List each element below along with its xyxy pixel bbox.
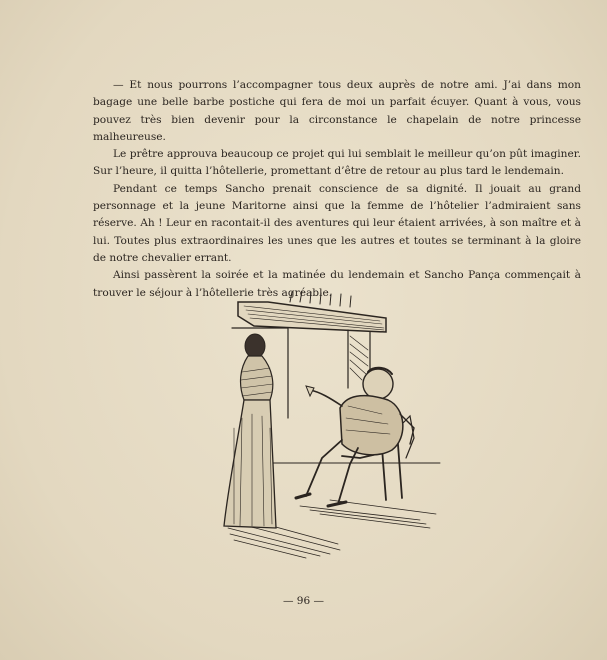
sancho-illustration <box>210 288 442 560</box>
paragraph-3: Pendant ce temps Sancho prenait conscience de sa dignité. Il jouait au grand personnage et la jeune Maritorne ainsi que la femme de l’hôtelier l’admiraient sans réserve. Ah ! Leur en racontait-il des aventures qui leur étaient arrivées, à son maître et à lui. Toutes plus extraordinaires les unes que les autres et toutes se terminant à la gloire de notre chevalier errant. <box>93 182 581 264</box>
woman-figure <box>224 334 276 528</box>
page-number: — 96 — <box>282 595 325 607</box>
sancho-figure <box>296 368 414 506</box>
body-text <box>93 77 581 302</box>
paragraph-4: Ainsi passèrent la soirée et la matinée du lendemain et Sancho Pança commençait à trouver le séjour à l’hôtellerie très agréable. <box>93 269 581 299</box>
paragraph-2: Le prêtre approuva beaucoup ce projet qui lui semblait le meilleur qu’on pût imaginer. Sur l’heure, il quitta l’hôtellerie, promettant d’être de retour au plus tard le lendemain. <box>93 148 581 178</box>
fireplace-hood <box>238 291 386 332</box>
paragraph-1: — Et nous pourrons l’accompagner tous deux auprès de notre ami. J’ai dans mon bagage une belle barbe postiche qui fera de moi un parfait écuyer. Quant à vous, vous pouvez très bien devenir pour la circonstance le chapelain de notre princesse malheureuse. <box>93 79 581 143</box>
